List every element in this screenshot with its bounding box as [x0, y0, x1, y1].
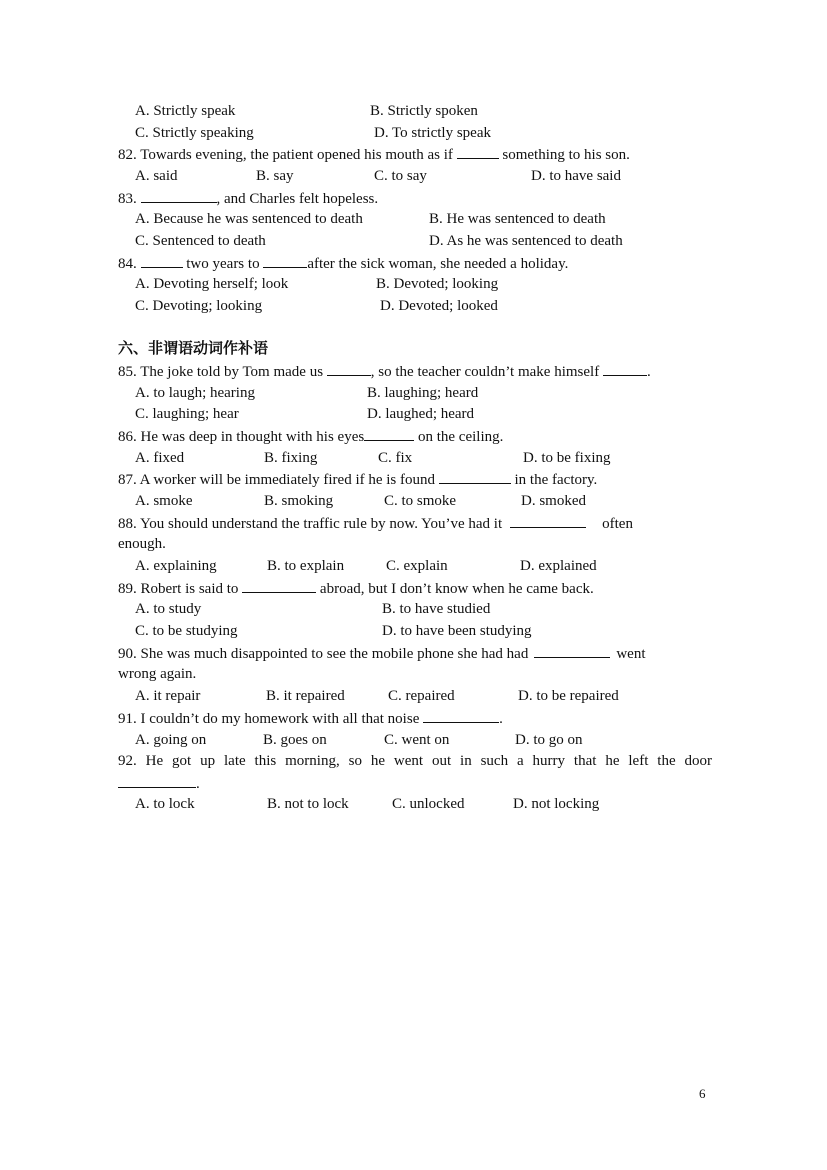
q81-option-c: C. Strictly speaking	[135, 125, 254, 141]
q87-stem-text: 87. A worker will be immediately fired if he is found	[118, 472, 439, 488]
q84-blank-1	[141, 253, 183, 268]
q81-option-b: B. Strictly spoken	[370, 103, 478, 119]
q92-option-c: C. unlocked	[392, 796, 465, 812]
q84-option-b: B. Devoted; looking	[376, 276, 499, 292]
q89-stem	[118, 578, 712, 599]
q85-option-c: C. laughing; hear	[135, 406, 239, 422]
q84-options-row-2	[118, 296, 712, 317]
q90-option-c: C. repaired	[388, 688, 455, 704]
q85-stem-text: 85. The joke told by Tom made us	[118, 364, 327, 380]
q83-option-d: D. As he was sentenced to death	[429, 233, 623, 249]
q86-option-a: A. fixed	[135, 450, 185, 466]
q87-stem-tail: in the factory.	[510, 472, 598, 488]
q91-option-d: D. to go on	[515, 732, 583, 748]
q87-options	[118, 491, 712, 512]
q81-option-d: D. To strictly speak	[374, 125, 491, 141]
q88-option-c: C. explain	[386, 558, 448, 574]
q90-stem-tail: went	[616, 646, 646, 662]
q84-stem-text: 84.	[118, 256, 141, 272]
q87-stem	[118, 469, 712, 490]
q89-option-b: B. to have studied	[382, 601, 491, 617]
q86-blank	[364, 426, 414, 441]
q92-stem-tail: .	[196, 776, 200, 792]
q91-stem	[118, 708, 712, 729]
q87-blank	[439, 469, 511, 484]
q83-option-b: B. He was sentenced to death	[429, 211, 606, 227]
q82-blank	[457, 144, 499, 159]
q91-stem-text: 91. I couldn’t do my homework with all that noise	[118, 711, 424, 727]
q84-blank-2	[263, 253, 307, 268]
q83-stem-tail: , and Charles felt hopeless.	[216, 191, 379, 207]
q82-stem	[118, 144, 712, 165]
q92-blank	[118, 773, 196, 788]
q86-option-c: C. fix	[378, 450, 413, 466]
q81-option-a: A. Strictly speak	[135, 103, 236, 119]
q81-options-row-1	[118, 101, 712, 122]
q82-options	[118, 166, 712, 187]
q91-option-c: C. went on	[384, 732, 450, 748]
q89-option-c: C. to be studying	[135, 623, 238, 639]
q92-option-a: A. to lock	[135, 796, 195, 812]
q85-blank-1	[327, 361, 371, 376]
q82-option-d: D. to have said	[531, 168, 621, 184]
q87-option-a: A. smoke	[135, 493, 193, 509]
q89-options-row-1	[118, 599, 712, 620]
q89-option-d: D. to have been studying	[382, 623, 532, 639]
q86-stem	[118, 426, 712, 447]
q88-option-d: D. explained	[520, 558, 597, 574]
q88-stem-tail: often	[602, 516, 633, 532]
q91-stem-tail: .	[499, 711, 503, 727]
q85-option-d: D. laughed; heard	[367, 406, 475, 422]
page-number: 6	[699, 1086, 706, 1101]
q88-blank	[510, 513, 586, 528]
q89-stem-text: 89. Robert is said to	[118, 581, 243, 597]
q92-stem-continued	[118, 773, 712, 794]
q89-blank	[242, 578, 316, 593]
q89-stem-tail: abroad, but I don’t know when he came back.	[316, 581, 594, 597]
q84-options-row-1	[118, 274, 712, 295]
q90-option-d: D. to be repaired	[518, 688, 619, 704]
q85-option-b: B. laughing; heard	[367, 385, 479, 401]
q84-option-a: A. Devoting herself; look	[135, 276, 289, 292]
q90-blank	[534, 643, 610, 658]
q88-stem-text: 88. You should understand the traffic rule by now. You’ve had it	[118, 516, 503, 532]
q87-option-b: B. smoking	[264, 493, 334, 509]
q82-option-a: A. said	[135, 168, 178, 184]
q85-stem	[118, 361, 712, 382]
q90-stem-text: 90. She was much disappointed to see the mobile phone she had had	[118, 646, 529, 662]
q82-option-c: C. to say	[374, 168, 427, 184]
q90-stem	[118, 643, 712, 664]
q90-options	[118, 686, 712, 707]
q82-stem-tail: something to his son.	[498, 147, 630, 163]
q92-option-d: D. not locking	[513, 796, 600, 812]
q89-option-a: A. to study	[135, 601, 202, 617]
q88-option-b: B. to explain	[267, 558, 345, 574]
q84-stem-tail: after the sick woman, she needed a holiday.	[307, 256, 569, 272]
q83-options-row-2	[118, 231, 712, 252]
q86-option-d: D. to be fixing	[523, 450, 611, 466]
q86-stem-text: 86. He was deep in thought with his eyes	[118, 429, 365, 445]
q85-stem-middle: , so the teacher couldn’t make himself	[370, 364, 603, 380]
q89-options-row-2	[118, 621, 712, 642]
q85-stem-tail: .	[646, 364, 651, 380]
q85-options-row-2	[118, 404, 712, 425]
q92-option-b: B. not to lock	[267, 796, 349, 812]
q84-option-c: C. Devoting; looking	[135, 298, 263, 314]
q83-option-a: A. Because he was sentenced to death	[135, 211, 363, 227]
q90-stem-continued: wrong again.	[118, 666, 197, 682]
q85-options-row-1	[118, 383, 712, 404]
q83-stem-text: 83.	[118, 191, 141, 207]
q85-option-a: A. to laugh; hearing	[135, 385, 255, 401]
q86-options	[118, 448, 712, 469]
q91-blank	[423, 708, 499, 723]
q86-option-b: B. fixing	[264, 450, 318, 466]
q90-option-b: B. it repaired	[266, 688, 345, 704]
q88-stem-continued: enough.	[118, 536, 166, 552]
q90-option-a: A. it repair	[135, 688, 201, 704]
section-heading: 六、非谓语动词作补语	[118, 339, 269, 357]
q88-stem	[118, 513, 712, 534]
q82-stem-text: 82. Towards evening, the patient opened his mouth as if	[118, 147, 457, 163]
q88-options	[118, 556, 712, 577]
q83-blank	[141, 188, 217, 203]
q82-option-b: B. say	[256, 168, 294, 184]
q91-options	[118, 730, 712, 751]
q92-stem: 92. He got up late this morning, so he went out in such a hurry that he left the door	[118, 753, 712, 769]
q84-stem-middle: two years to	[182, 256, 264, 272]
q83-option-c: C. Sentenced to death	[135, 233, 266, 249]
q92-options	[118, 794, 712, 815]
q91-option-b: B. goes on	[263, 732, 327, 748]
q85-blank-2	[603, 361, 647, 376]
q91-option-a: A. going on	[135, 732, 207, 748]
q88-option-a: A. explaining	[135, 558, 217, 574]
q87-option-c: C. to smoke	[384, 493, 457, 509]
q83-stem	[118, 188, 712, 209]
q83-options-row-1	[118, 209, 712, 230]
q86-stem-tail: on the ceiling.	[414, 429, 504, 445]
q84-option-d: D. Devoted; looked	[380, 298, 498, 314]
q84-stem	[118, 253, 712, 274]
q81-options-row-2	[118, 123, 712, 144]
q87-option-d: D. smoked	[521, 493, 586, 509]
